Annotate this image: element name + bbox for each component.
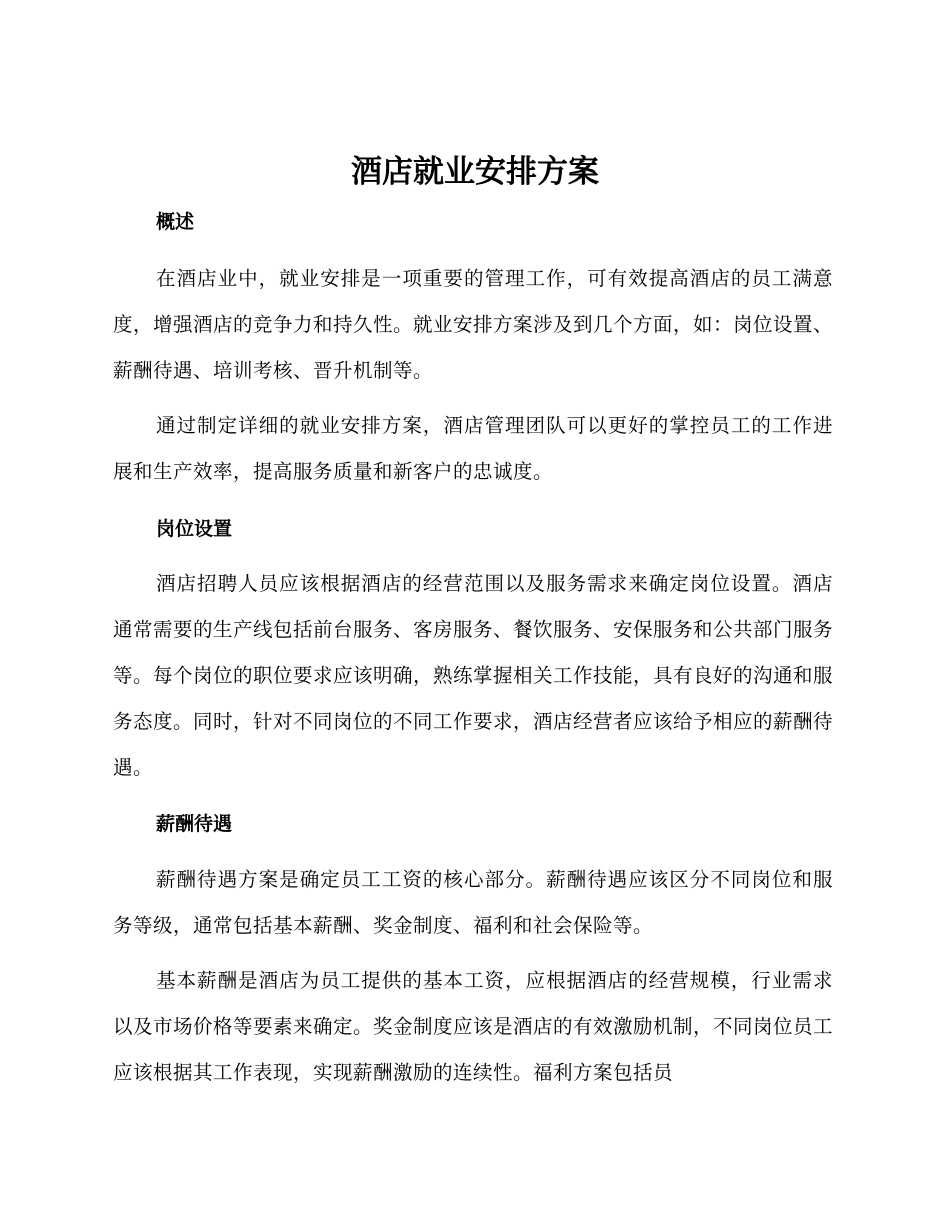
paragraph-positions-1: 酒店招聘人员应该根据酒店的经营范围以及服务需求来确定岗位设置。酒店通常需要的生产线包括前台服务、客房服务、餐饮服务、安保服务和公共部门服务等。每个岗位的职位要求应该明确，熟练掌握相关工作技能，具有良好的沟通和服务态度。同时，针对不同岗位的不同工作要求，酒店经营者应该给予相应的薪酬待遇。 (113, 572, 834, 779)
paragraph-overview-2: 通过制定详细的就业安排方案，酒店管理团队可以更好的掌控员工的工作进展和生产效率，提高服务质量和新客户的忠诚度。 (113, 414, 833, 483)
document-title: 酒店就业安排方案 (351, 154, 599, 190)
section-heading-positions: 岗位设置 (156, 518, 233, 540)
paragraph-overview-1: 在酒店业中，就业安排是一项重要的管理工作，可有效提高酒店的员工满意度，增强酒店的竞争力和持久性。就业安排方案涉及到几个方面，如：岗位设置、薪酬待遇、培训考核、晋升机制等。 (113, 267, 834, 382)
section-heading-compensation: 薪酬待遇 (156, 813, 233, 835)
paragraph-compensation-1: 薪酬待遇方案是确定员工工资的核心部分。薪酬待遇应该区分不同岗位和服务等级，通常包括基本薪酬、奖金制度、福利和社会保险等。 (113, 868, 833, 937)
paragraph-compensation-2: 基本薪酬是酒店为员工提供的基本工资，应根据酒店的经营规模，行业需求以及市场价格等要素来确定。奖金制度应该是酒店的有效激励机制，不同岗位员工应该根据其工作表现，实现薪酬激励的连续性。福利方案包括员 (113, 969, 834, 1084)
section-heading-overview: 概述 (156, 211, 195, 233)
